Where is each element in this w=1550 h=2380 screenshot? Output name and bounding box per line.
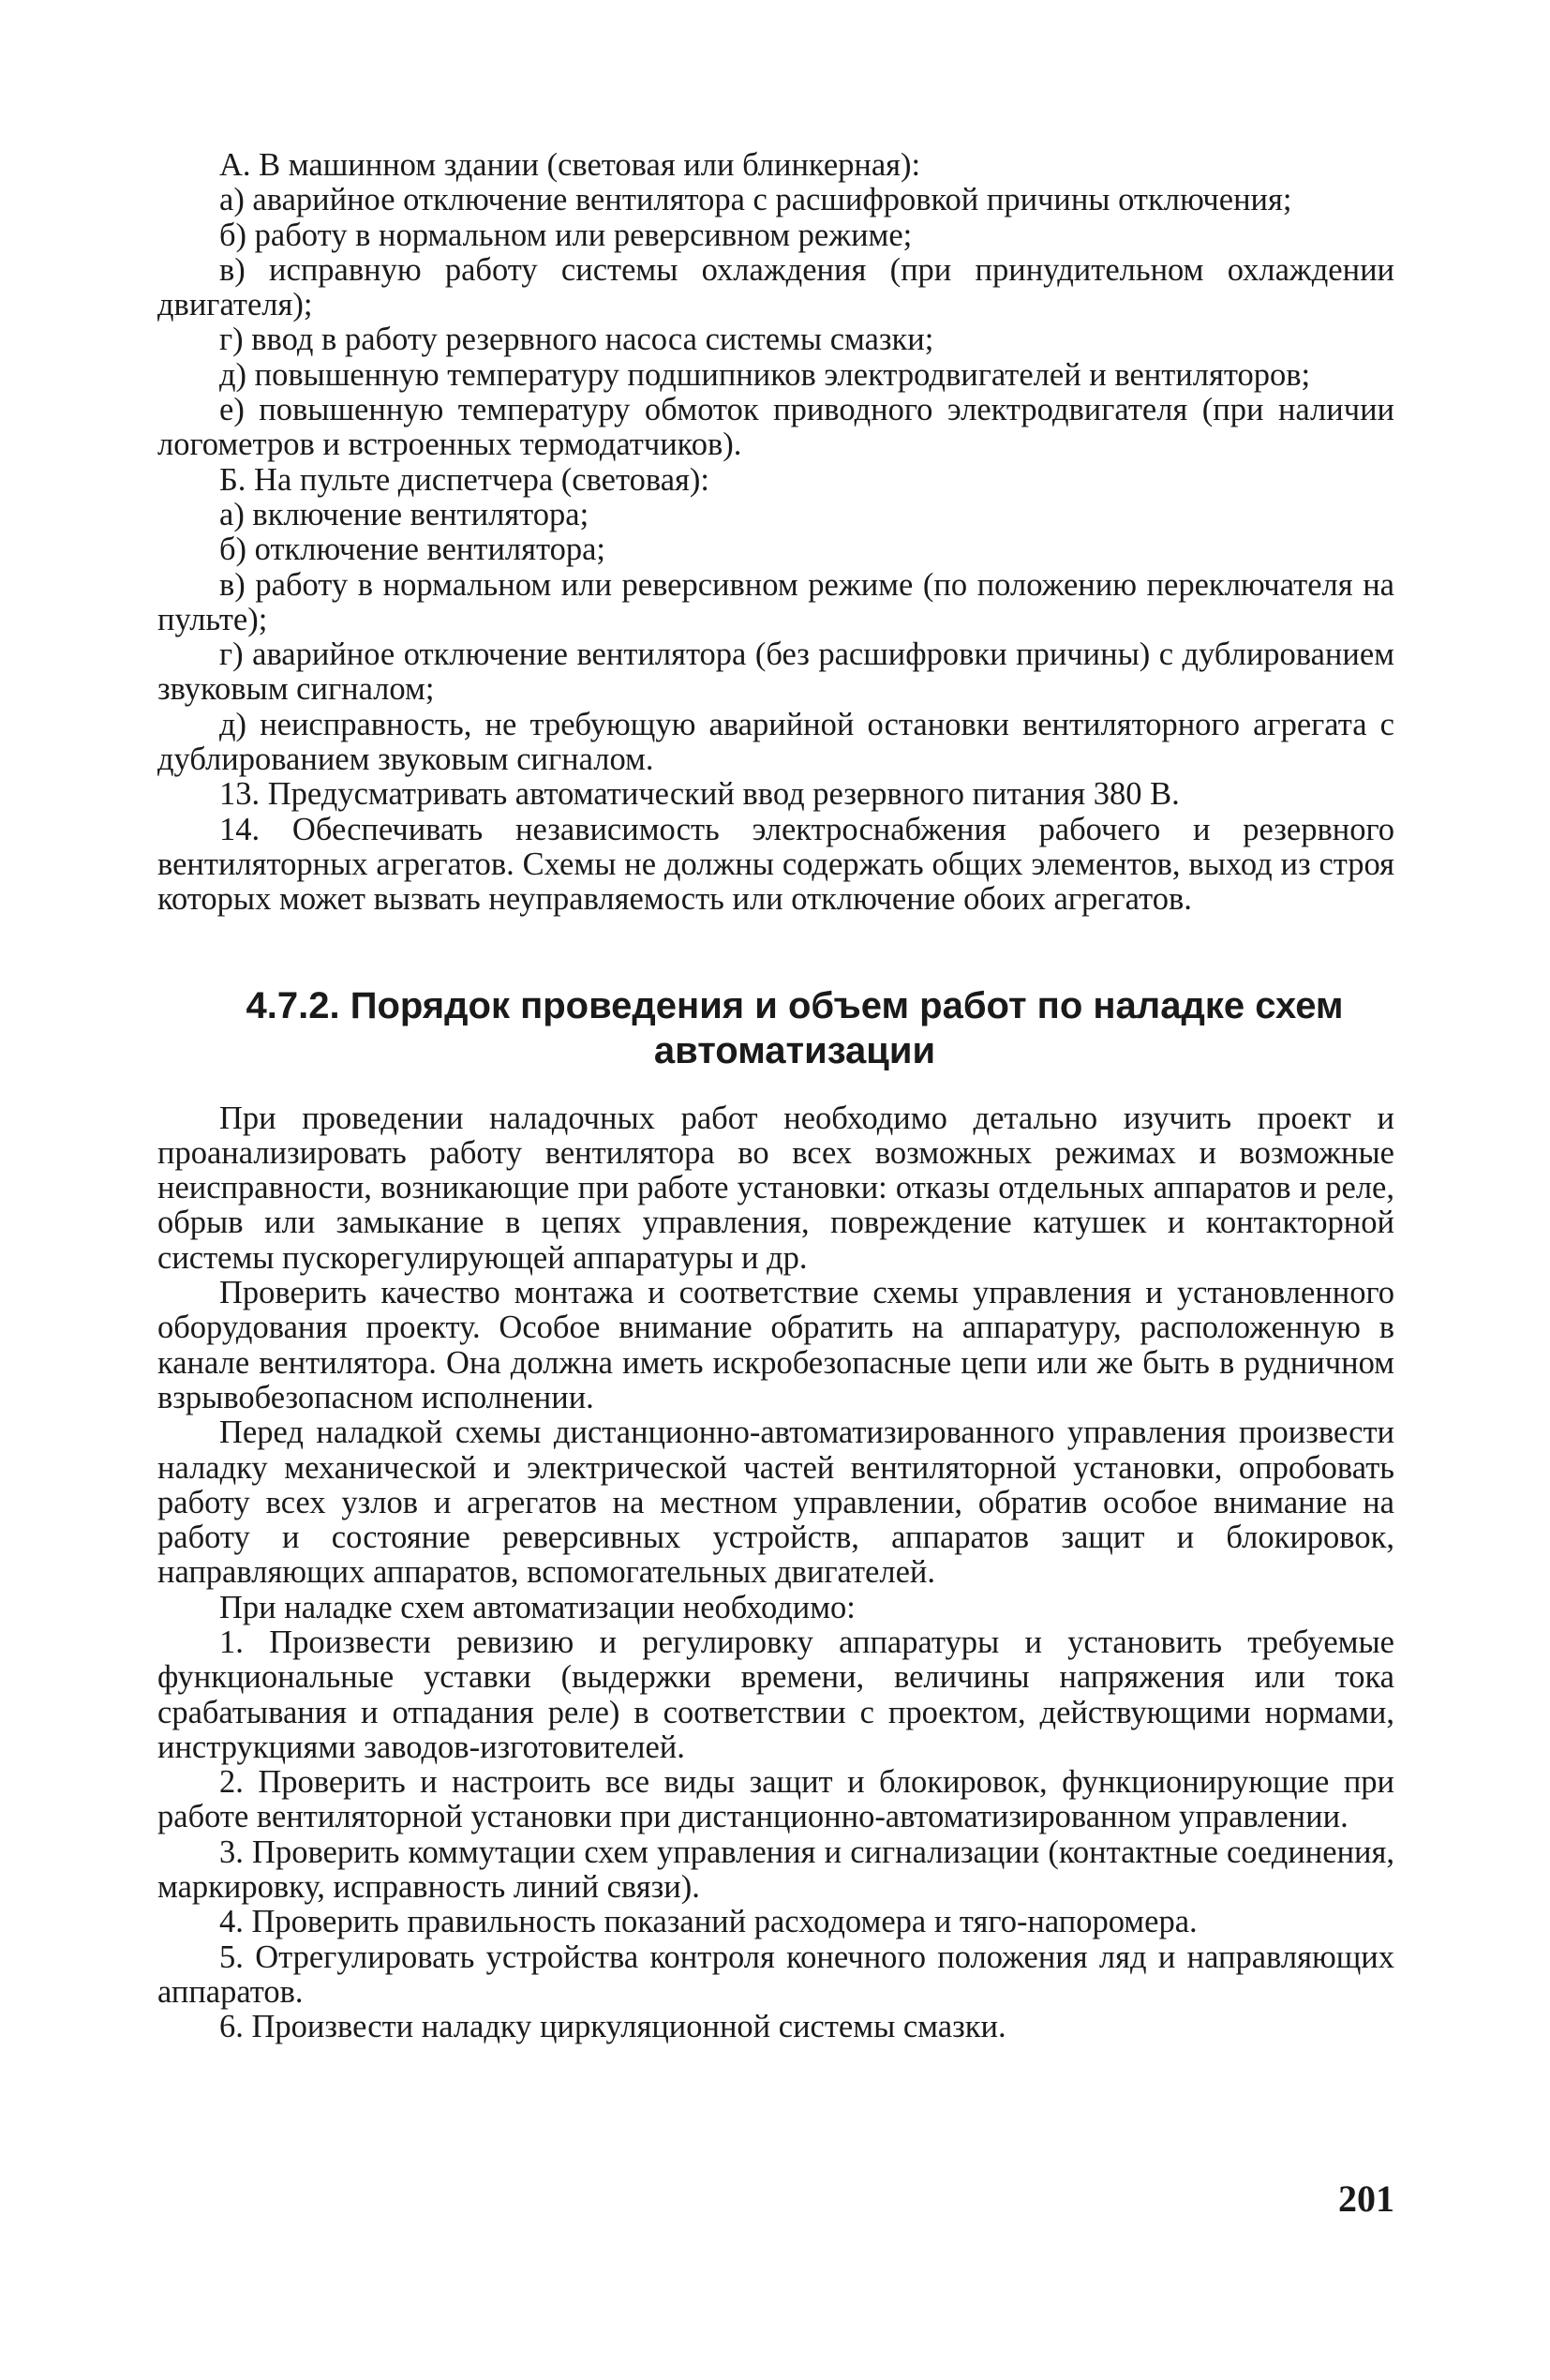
section-paragraph: Перед наладкой схемы дистанционно-автоматизированного управления произвести наладку механической и электрической частей вентиляторной установки, опробовать работу всех узлов и агрегатов на местном управлении, обратив особое внимание на работу и состояние реверсивных устройств, аппаратов защит и блокировок, направляющих аппаратов, вспомогательных двигателей. [157,1415,1394,1591]
list-a-item: а) аварийное отключение вентилятора с расшифровкой причины отключения; [219,182,1292,218]
list-a-item: е) повышенную температуру обмоток приводного электродвигателя (при наличии логометров и встроенных термодатчиков). [157,392,1394,463]
procedure-step: 1. Произвести ревизию и регулировку аппаратуры и установить требуемые функциональные уставки (выдержки времени, величины напряжения или тока срабатывания и отпадания реле) в соответствии с проектом, действующими нормами, инструкциями заводов-изготовителей. [157,1624,1394,1765]
section-paragraph: При наладке схем автоматизации необходимо: [219,1589,856,1625]
heading-spacer [157,1073,1394,1101]
section-heading-line1: 4.7.2. Порядок проведения и объем работ по наладке схем [246,984,1344,1026]
procedure-step: 4. Проверить правильность показаний расходомера и тяго-напоромера. [219,1904,1198,1940]
section-heading [157,983,1394,1073]
list-b-item: г) аварийное отключение вентилятора (без расшифровки причины) с дублированием звуковым сигналом; [157,636,1394,708]
list-a-item: г) ввод в работу резервного насоса системы смазки; [219,322,934,358]
procedure-step: 3. Проверить коммутации схем управления и сигнализации (контактные соединения, маркировку, исправность линий связи). [157,1834,1394,1906]
page-body [157,148,1394,2045]
list-a-item: д) повышенную температуру подшипников электродвигателей и вентиляторов; [219,356,1311,393]
list-a-item: в) исправную работу системы охлаждения (при принудительном охлаждении двигателя); [157,251,1394,323]
list-b-item: д) неисправность, не требующую аварийной остановки вентиляторного агрегата с дублированием звуковым сигналом. [157,706,1394,778]
numbered-point: 14. Обеспечивать независимость электроснабжения рабочего и резервного вентиляторных агрегатов. Схемы не должны содержать общих элементов, выход из строя которых может вызвать неуправляемость или отключение обоих агрегатов. [157,811,1394,918]
section-paragraph: Проверить качество монтажа и соответствие схемы управления и установленного оборудования проекту. Особое внимание обратить на аппаратуру, расположенную в канале вентилятора. Она должна иметь искробезопасные цепи или же быть в рудничном взрывобезопасном исполнении. [157,1275,1394,1415]
numbered-point: 13. Предусматривать автоматический ввод резервного питания 380 В. [219,776,1180,813]
procedure-step: 2. Проверить и настроить все виды защит и блокировок, функционирующие при работе вентиляторной установки при дистанционно-автоматизированном управлении. [157,1764,1394,1835]
procedure-step: 6. Произвести наладку циркуляционной системы смазки. [219,2009,1006,2045]
page-number: 201 [1338,2178,1394,2220]
procedure-step: 5. Отрегулировать устройства контроля конечного положения ляд и направляющих аппаратов. [157,1938,1394,2010]
list-b-item: в) работу в нормальном или реверсивном режиме (по положению переключателя на пульте); [157,566,1394,637]
section-heading-line2: автоматизации [653,1029,936,1071]
section-paragraph: При проведении наладочных работ необходимо детально изучить проект и проанализировать работу вентилятора во всех возможных режимах и возможные неисправности, возникающие при работе установки: отказы отдельных аппаратов и реле, обрыв или замыкание в цепях управления, повреждение катушек и контакторной системы пускорегулирующей аппаратуры и др. [157,1100,1394,1276]
list-b-item: б) отключение вентилятора; [219,531,606,568]
section-spacer [157,918,1394,983]
list-a-item: б) работу в нормальном или реверсивном режиме; [219,217,913,253]
list-b-intro: Б. На пульте диспетчера (световая): [219,461,709,498]
list-a-intro: А. В машинном здании (световая или блинкерная): [219,147,921,183]
list-b-item: а) включение вентилятора; [219,496,589,532]
